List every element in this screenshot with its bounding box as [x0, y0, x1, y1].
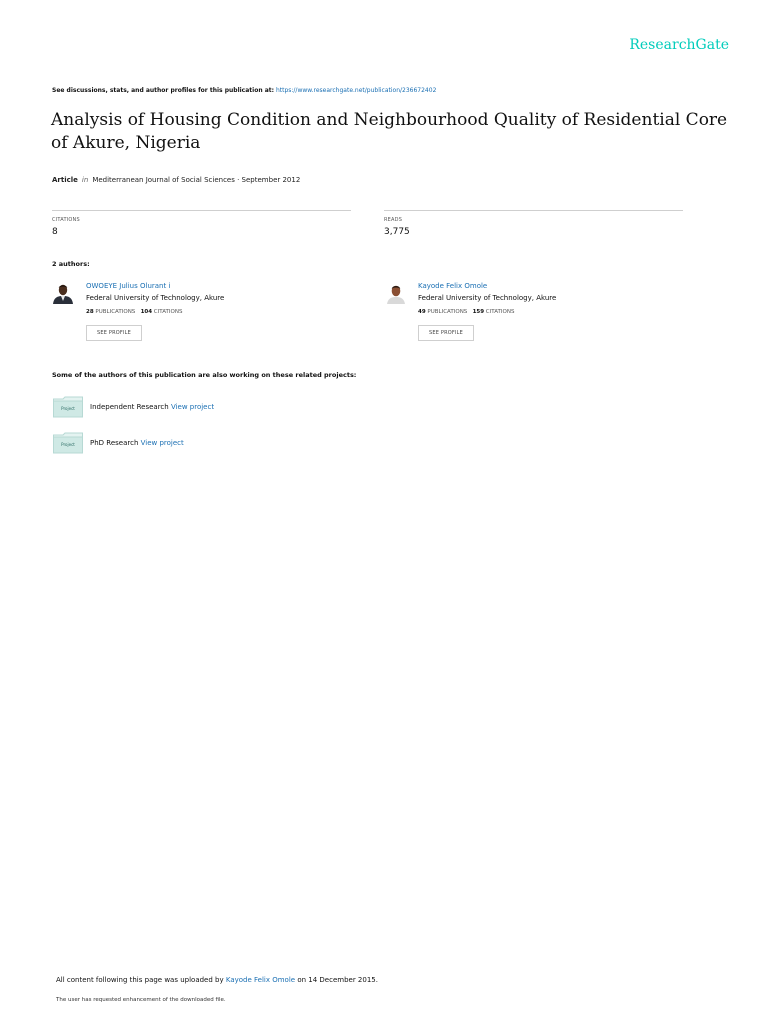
- publication-url-link[interactable]: https://www.researchgate.net/publication/236672402: [275, 87, 437, 94]
- reads-label: READS: [384, 217, 403, 223]
- project-item: [53, 396, 253, 420]
- author-citations-label: CITATIONS: [153, 309, 183, 315]
- authors-heading: 2 authors:: [52, 260, 90, 268]
- publication-in: in: [81, 176, 89, 184]
- author-stats: [86, 309, 182, 315]
- see-profile-button[interactable]: SEE PROFILE: [86, 325, 142, 341]
- upload-prefix: All content following this page was uploaded by: [56, 976, 224, 984]
- enhancement-note: The user has requested enhancement of the downloaded file.: [56, 997, 226, 1003]
- view-project-link[interactable]: View project: [170, 403, 215, 411]
- folder-icon: [53, 396, 83, 418]
- project-icon-label: Project: [61, 442, 75, 447]
- avatar[interactable]: [385, 282, 407, 304]
- project-text: [90, 403, 214, 411]
- author-publications-label: PUBLICATIONS: [427, 309, 468, 315]
- project-name: Independent Research: [90, 403, 169, 411]
- citations-label: CITATIONS: [52, 217, 80, 223]
- projects-heading: Some of the authors of this publication are also working on these related projects:: [52, 371, 357, 379]
- upload-note: [56, 976, 378, 984]
- publication-type: Article: [52, 176, 78, 184]
- author-institution: Federal University of Technology, Akure: [418, 294, 557, 302]
- author-publications-count: 28: [86, 309, 94, 315]
- divider: [52, 210, 351, 211]
- author-stats: [418, 309, 514, 315]
- project-name: PhD Research: [90, 439, 139, 447]
- divider: [384, 210, 683, 211]
- author-name-link[interactable]: Kayode Felix Omole: [418, 282, 488, 290]
- researchgate-logo: ResearchGate: [629, 37, 729, 53]
- author-publications-label: PUBLICATIONS: [95, 309, 136, 315]
- publication-title: Analysis of Housing Condition and Neighbourhood Quality of Residential Core of Akure, Nigeria: [51, 110, 728, 153]
- author-photo-icon: [385, 282, 407, 304]
- author-citations-count: 159: [472, 309, 485, 315]
- citations-value: 8: [52, 227, 58, 237]
- project-item: [53, 432, 253, 456]
- publication-meta: [52, 176, 300, 184]
- upload-suffix: on 14 December 2015.: [297, 976, 378, 984]
- reads-value: 3,775: [384, 227, 410, 237]
- author-citations-count: 104: [140, 309, 153, 315]
- author-photo-icon: [52, 282, 74, 304]
- publication-source: Mediterranean Journal of Social Sciences · September 2012: [92, 176, 301, 184]
- uploader-link[interactable]: Kayode Felix Omole: [225, 976, 296, 984]
- discussion-line: [52, 87, 436, 94]
- project-icon-label: Project: [61, 406, 75, 411]
- folder-icon: [53, 432, 83, 454]
- project-text: [90, 439, 184, 447]
- avatar[interactable]: [52, 282, 74, 304]
- author-publications-count: 49: [418, 309, 426, 315]
- author-citations-label: CITATIONS: [485, 309, 515, 315]
- discussion-label: See discussions, stats, and author profiles for this publication at:: [52, 87, 275, 94]
- view-project-link[interactable]: View project: [140, 439, 184, 447]
- see-profile-button[interactable]: SEE PROFILE: [418, 325, 474, 341]
- author-institution: Federal University of Technology, Akure: [86, 294, 225, 302]
- author-name-link[interactable]: OWOEYE Julius Olurant i: [86, 282, 171, 290]
